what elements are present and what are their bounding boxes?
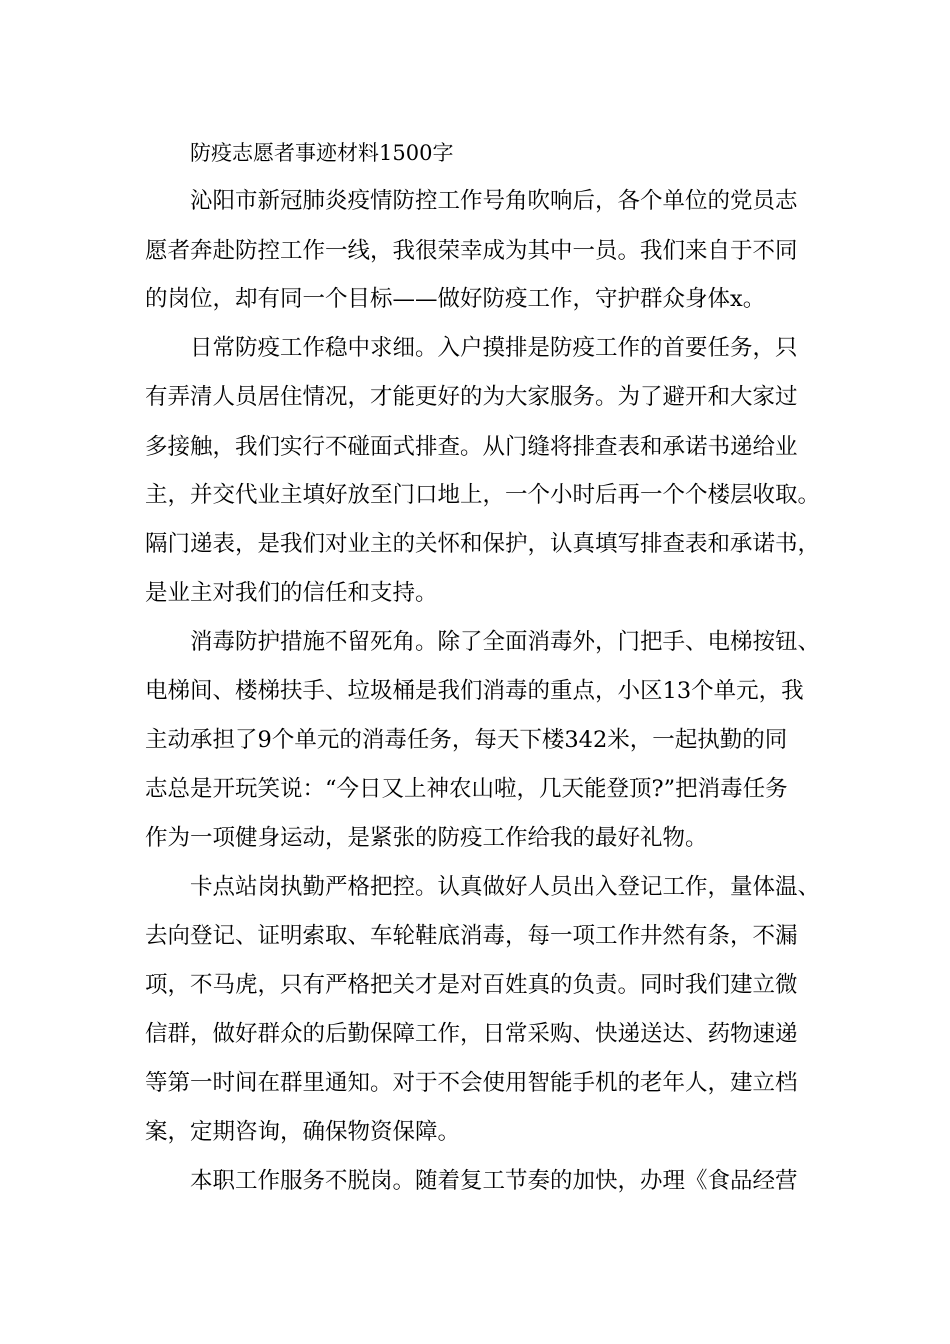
paragraph-2-line-6: 是业主对我们的信任和支持。 xyxy=(145,580,438,606)
paragraph-4-line-2: 去向登记、证明索取、车轮鞋底消毒，每一项工作井然有条，不漏 xyxy=(145,923,798,949)
paragraph-3-line-3: 主动承担了9个单元的消毒任务，每天下楼342米，一起执勤的同 xyxy=(145,727,788,753)
paragraph-1-line-2: 愿者奔赴防控工作一线，我很荣幸成为其中一员。我们来自于不同 xyxy=(145,238,798,264)
paragraph-1-line-1: 沁阳市新冠肺炎疫情防控工作号角吹响后，各个单位的党员志 xyxy=(190,188,798,214)
paragraph-2-line-5: 隔门递表，是我们对业主的关怀和保护，认真填写排查表和承诺书， xyxy=(145,531,821,557)
paragraph-2-line-2: 有弄清人员居住情况，才能更好的为大家服务。为了避开和大家过 xyxy=(145,384,798,410)
paragraph-5-line-1: 本职工作服务不脱岗。随着复工节奏的加快，办理《食品经营 xyxy=(190,1168,798,1194)
document-title: 防疫志愿者事迹材料1500字 xyxy=(190,141,454,165)
paragraph-4-line-4: 信群，做好群众的后勤保障工作，日常采购、快递送达、药物速递 xyxy=(145,1021,798,1047)
paragraph-4-line-6: 案，定期咨询，确保物资保障。 xyxy=(145,1119,461,1145)
paragraph-2-line-3: 多接触，我们实行不碰面式排查。从门缝将排查表和承诺书递给业 xyxy=(145,434,798,460)
paragraph-3-line-5: 作为一项健身运动，是紧张的防疫工作给我的最好礼物。 xyxy=(145,825,708,851)
paragraph-2-line-1: 日常防疫工作稳中求细。入户摸排是防疫工作的首要任务，只 xyxy=(190,335,798,361)
paragraph-1-line-3: 的岗位，却有同一个目标——做好防疫工作，守护群众身体x。 xyxy=(145,286,766,312)
paragraph-4-line-5: 等第一时间在群里通知。对于不会使用智能手机的老年人，建立档 xyxy=(145,1070,798,1096)
paragraph-3-line-4: 志总是开玩笑说：“今日又上神农山啦，几天能登顶?”把消毒任务 xyxy=(145,776,788,802)
paragraph-3-line-1: 消毒防护措施不留死角。除了全面消毒外，门把手、电梯按钮、 xyxy=(190,629,821,655)
paragraph-4-line-3: 项，不马虎，只有严格把关才是对百姓真的负责。同时我们建立微 xyxy=(145,972,798,998)
paragraph-4-line-1: 卡点站岗执勤严格把控。认真做好人员出入登记工作，量体温、 xyxy=(190,874,821,900)
paragraph-2-line-4: 主，并交代业主填好放至门口地上，一个小时后再一个个楼层收取。 xyxy=(145,482,821,508)
paragraph-3-line-2: 电梯间、楼梯扶手、垃圾桶是我们消毒的重点，小区13个单元，我 xyxy=(145,678,804,704)
